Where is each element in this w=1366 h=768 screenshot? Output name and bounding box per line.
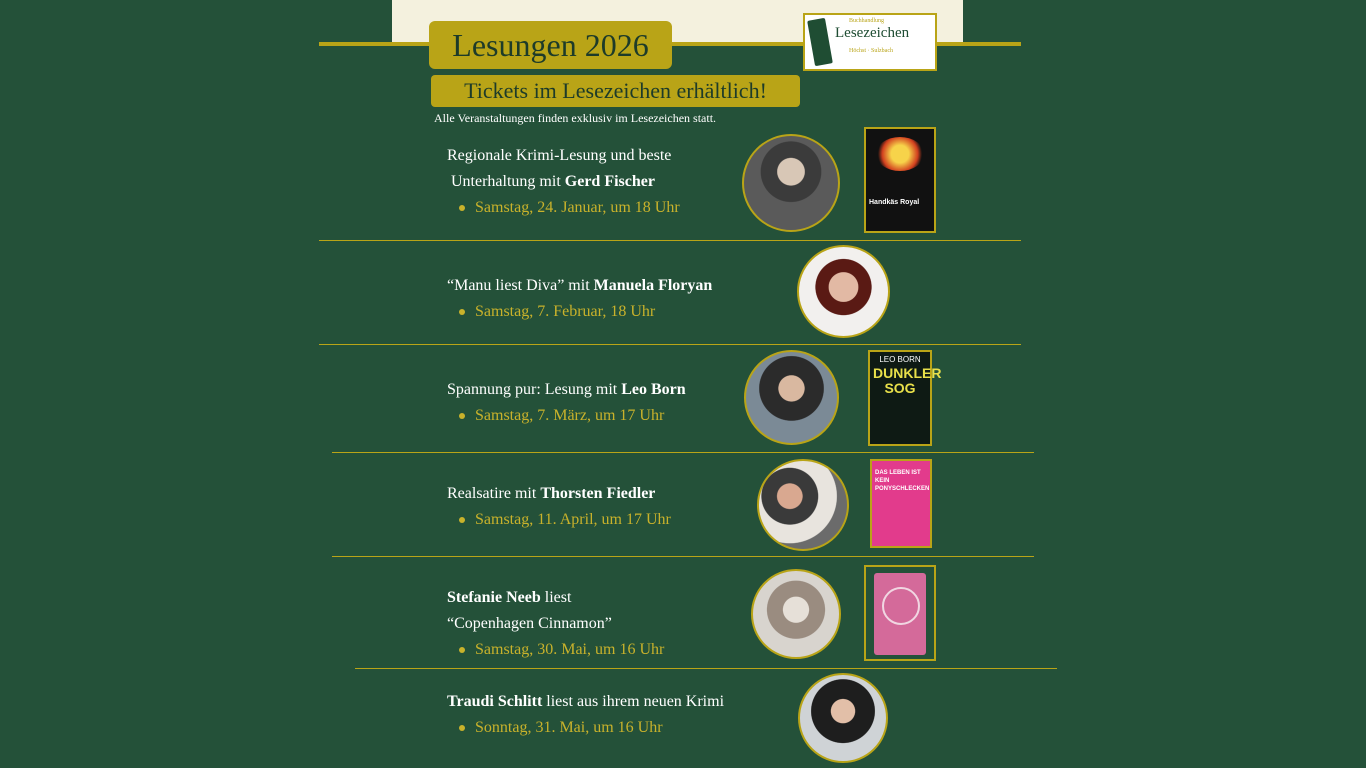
- event-leo-born: [447, 377, 686, 429]
- author-portrait-traudi-schlitt: [798, 673, 888, 763]
- event-intro-cont: Unterhaltung mit: [447, 173, 565, 190]
- page-title: Lesungen 2026: [429, 21, 672, 69]
- event-author: Thorsten Fiedler: [540, 485, 656, 502]
- book-cover-ponyschlecken: [870, 459, 932, 548]
- author-portrait-leo-born: [744, 350, 839, 445]
- logo-location: Höchst · Sulzbach: [849, 48, 893, 54]
- event-intro: liest aus ihrem neuen Krimi: [542, 693, 725, 710]
- divider: [355, 668, 1057, 669]
- logo-tagline: Buchhandlung: [849, 18, 884, 24]
- event-intro: liest: [540, 589, 572, 606]
- seal-icon: [882, 587, 920, 625]
- event-intro: “Manu liest Diva” mit: [447, 277, 594, 294]
- event-gerd-fischer: [447, 143, 680, 221]
- event-book: “Copenhagen Cinnamon”: [447, 615, 612, 632]
- event-author: Manuela Floryan: [593, 277, 713, 294]
- tickets-banner: Tickets im Lesezeichen erhältlich!: [431, 75, 800, 107]
- event-date: Samstag, 7. März, um 17 Uhr: [447, 403, 686, 429]
- book-cover-handkaes-royal: [864, 127, 936, 233]
- event-intro: Spannung pur: Lesung mit: [447, 381, 622, 398]
- event-date: Sonntag, 31. Mai, um 16 Uhr: [447, 715, 724, 741]
- book-cover-copenhagen-cinnamon: [864, 565, 936, 661]
- author-portrait-gerd-fischer: [742, 134, 840, 232]
- event-stefanie-neeb: [447, 585, 664, 663]
- event-date: Samstag, 24. Januar, um 18 Uhr: [447, 195, 680, 221]
- event-thorsten-fiedler: [447, 481, 671, 533]
- event-intro: Regionale Krimi-Lesung und beste: [447, 147, 672, 164]
- event-date: Samstag, 7. Februar, 18 Uhr: [447, 299, 712, 325]
- lesezeichen-logo: [803, 13, 937, 71]
- divider: [319, 240, 1021, 241]
- divider: [319, 344, 1021, 345]
- book-title: DAS LEBEN IST KEIN PONYSCHLECKEN: [875, 470, 930, 492]
- author-portrait-manuela-floryan: [797, 245, 890, 338]
- venue-note: Alle Veranstaltungen finden exklusiv im Lesezeichen statt.: [434, 111, 717, 125]
- crown-icon: [876, 137, 924, 171]
- author-portrait-thorsten-fiedler: [757, 459, 849, 551]
- event-date: Samstag, 11. April, um 17 Uhr: [447, 507, 671, 533]
- event-author: Stefanie Neeb: [447, 589, 541, 606]
- author-portrait-stefanie-neeb: [751, 569, 841, 659]
- book-title: DUNKLER SOG: [873, 365, 942, 396]
- divider: [332, 556, 1034, 557]
- event-author: Leo Born: [621, 381, 686, 398]
- book-cover-dunkler-sog: [868, 350, 942, 446]
- event-author: Gerd Fischer: [564, 173, 655, 190]
- book-author: LEO BORN: [879, 355, 921, 364]
- event-date: Samstag, 30. Mai, um 16 Uhr: [447, 637, 664, 663]
- event-traudi-schlitt: [447, 689, 724, 741]
- event-intro: Realsatire mit: [447, 485, 541, 502]
- bookmark-icon: [807, 18, 833, 66]
- divider: [332, 452, 1034, 453]
- event-author: Traudi Schlitt: [447, 693, 543, 710]
- logo-name: Lesezeichen: [835, 25, 910, 41]
- event-manuela-floryan: [447, 273, 712, 325]
- book-title: Handkäs Royal: [869, 199, 920, 206]
